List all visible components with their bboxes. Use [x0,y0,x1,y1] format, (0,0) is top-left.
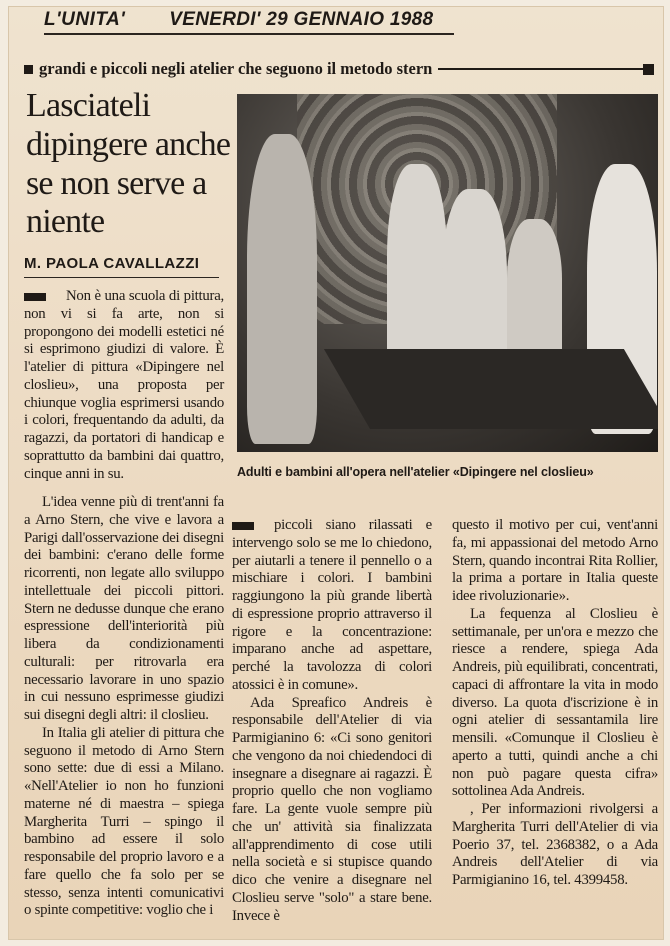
masthead [44,9,454,35]
paragraph: Ada Spreafico Andreis è responsabile dell'Atelier di via Parmigianino 6: «Ci sono genitori che vengono da noi chiedendoci di insegnare a disegnare ai ragazzi. È proprio quello che non vogliamo fare. La gente vuole sempre più che un' attività sia finalizzata all'apprendimento di cose utili nella società e si stupisce quando dico che venire a disegnare nel Closlieu serve "solo" a stare bene. Invece è [232,694,432,924]
article-column-1 [24,494,224,920]
photo-caption: Adulti e bambini all'opera nell'atelier «Dipingere nel closlieu» [237,465,594,479]
paragraph: In Italia gli atelier di pittura che seguono il metodo di Arno Stern sono sette: due di essi a Milano. «Nell'Atelier io non ho funzioni materne né di maestra – spiega Margherita Turri – spingo il bambino ad essere il solo responsabile del proprio lavoro e a fare quello che fa solo per se stesso, senza intenti comunicativi o spinte competitive: voglio che i [24,724,224,919]
headline: Lasciateli dipingere anche se non serve a niente [26,87,231,241]
kicker-end-square-icon [643,64,654,75]
newspaper-name: L'UNITA' [44,9,126,30]
paragraph: piccoli siano rilassati e intervengo solo se me lo chiedono, per aiutarli a tenere il pennello o a mischiare i colori. I bambini raggiungono la più grande libertà di espressione proprio attraverso il rigore e la concentrazione: imparano anche ad aspettare, perché la tavolozza di colori atossici è in comune». [232,517,432,693]
adult-figure [247,134,317,444]
article-column-2 [232,517,432,925]
paragraph: L'idea venne più di trent'anni fa a Arno Stern, che vive e lavora a Parigi dall'osservazione dei disegni dei bambini: c'erano delle forme ricorrenti, non legate allo sviluppo intellettuale dei piccoli pittori. Stern ne dedusse dunque che erano espressione dell'interiorità più libera da condizionamenti culturali: per ritrovarla era necessario lavorare in uno spazio in cui nessuno esprimesse giudizi sui disegni degli altri: il closlieu. [24,494,224,723]
paint-table [324,349,658,429]
paragraph: Non è una scuola di pittura, non vi si fa arte, non si propongono dei modelli estetici né si esprimono giudizi di valore. È l'atelier di pittura «Dipingere nel closlieu», una proposta per chiunque voglia esprimersi usando i colori, frequentando da adulti, da ragazzi, da portatori di handicap e soprattutto da bambini dai quattro, cinque anni in su. [24,288,224,482]
kicker-text: grandi e piccoli negli atelier che seguono il metodo stern [39,59,433,78]
kicker-line [24,58,654,80]
child-figure [507,219,562,369]
article-column-3 [452,517,658,890]
article-column-1-top [24,288,224,483]
byline: M. PAOLA CAVALLAZZI [24,255,219,278]
paragraph: questo il motivo per cui, vent'anni fa, mi appassionai del metodo Arno Stern, quando incontrai Rita Rollier, la prima a portare in Italia queste idee rivoluzionarie». [452,517,658,604]
publication-date: VENERDI' 29 GENNAIO 1988 [169,9,434,30]
kicker-rule [438,68,643,70]
kicker-square-icon [24,65,33,74]
paragraph: , Per informazioni rivolgersi a Margherita Turri dell'Atelier di via Poerio 37, tel. 2368382, o a Ada Andreis dell'Atelier di via Parmigianino 16, tel. 4399458. [452,801,658,888]
article-photo [237,94,658,452]
paragraph: La fequenza al Closlieu è settimanale, per un'ora e mezzo che riesce a rendere, spiega Ada Andreis, più equilibrati, concentrati, capaci di affrontare la vita in modo diverso. La quota d'iscrizione è in ogni atelier di sessantamila lire mensili. «Comunque il Closlieu è aperto a tutti, quindi anche a chi non può pagare questa cifra» sottolinea Ada Andreis. [452,605,658,800]
